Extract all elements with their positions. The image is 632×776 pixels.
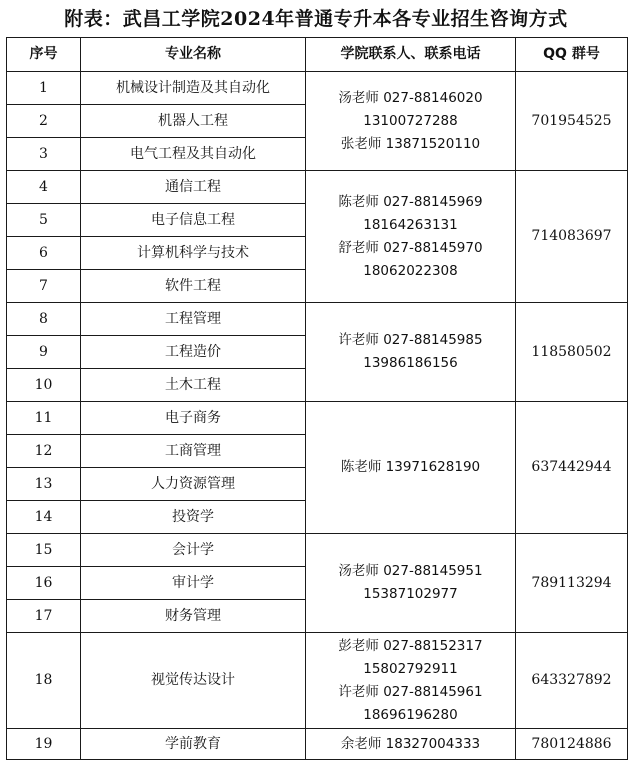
row-major: 人力资源管理 — [81, 468, 306, 501]
contact-line: 13100727288 — [363, 112, 458, 129]
contact-line: 15802792911 — [363, 660, 458, 677]
row-index: 9 — [7, 336, 81, 369]
row-index: 18 — [7, 633, 81, 729]
row-index: 19 — [7, 729, 81, 760]
contact-line: 许老师 027-88145985 — [338, 332, 483, 348]
row-major: 电子信息工程 — [81, 204, 306, 237]
row-major: 学前教育 — [81, 729, 306, 760]
row-index: 1 — [7, 72, 81, 105]
row-major: 审计学 — [81, 567, 306, 600]
contact-line: 13986186156 — [363, 355, 458, 371]
row-index: 17 — [7, 600, 81, 633]
table-row — [7, 171, 628, 204]
qq-group-number: 643327892 — [516, 633, 628, 729]
contact-line: 许老师 027-88145961 — [338, 683, 483, 700]
contact-cell — [306, 534, 516, 633]
qq-group-number: 701954525 — [516, 72, 628, 171]
qq-group-number: 637442944 — [516, 402, 628, 534]
qq-group-number: 780124886 — [516, 729, 628, 760]
row-index: 10 — [7, 369, 81, 402]
row-major: 视觉传达设计 — [81, 633, 306, 729]
row-major: 工程管理 — [81, 303, 306, 336]
row-major: 通信工程 — [81, 171, 306, 204]
row-major: 电气工程及其自动化 — [81, 138, 306, 171]
row-index: 16 — [7, 567, 81, 600]
row-index: 11 — [7, 402, 81, 435]
header-contact: 学院联系人、联系电话 — [306, 38, 516, 72]
row-index: 7 — [7, 270, 81, 303]
row-major: 机器人工程 — [81, 105, 306, 138]
row-index: 12 — [7, 435, 81, 468]
contact-cell — [306, 729, 516, 760]
contact-line: 汤老师 027-88146020 — [338, 89, 483, 106]
qq-group-number: 118580502 — [516, 303, 628, 402]
contact-line: 舒老师 027-88145970 — [338, 239, 483, 256]
header-major: 专业名称 — [81, 38, 306, 72]
table-header-row — [7, 38, 628, 72]
row-major: 电子商务 — [81, 402, 306, 435]
table-row — [7, 729, 628, 760]
contact-cell — [306, 402, 516, 534]
table-row — [7, 534, 628, 567]
contact-line: 18062022308 — [363, 262, 458, 279]
contact-cell — [306, 72, 516, 171]
contact-cell — [306, 171, 516, 303]
table-row — [7, 402, 628, 435]
contact-cell — [306, 303, 516, 402]
document-title: 附表：武昌工学院2024年普通专升本各专业招生咨询方式 — [64, 8, 568, 30]
row-index: 4 — [7, 171, 81, 204]
row-major: 机械设计制造及其自动化 — [81, 72, 306, 105]
row-index: 5 — [7, 204, 81, 237]
row-major: 财务管理 — [81, 600, 306, 633]
header-qq: QQ 群号 — [516, 38, 628, 72]
contact-line: 15387102977 — [363, 586, 458, 602]
row-index: 8 — [7, 303, 81, 336]
contact-line: 余老师 18327004333 — [340, 735, 481, 752]
contact-line: 汤老师 027-88145951 — [338, 563, 483, 579]
header-index: 序号 — [7, 38, 81, 72]
row-index: 3 — [7, 138, 81, 171]
row-major: 工商管理 — [81, 435, 306, 468]
row-major: 软件工程 — [81, 270, 306, 303]
row-major: 会计学 — [81, 534, 306, 567]
row-major: 投资学 — [81, 501, 306, 534]
contact-line: 彭老师 027-88152317 — [338, 637, 483, 654]
row-major: 土木工程 — [81, 369, 306, 402]
contact-line: 陈老师 13971628190 — [340, 459, 481, 475]
row-major: 计算机科学与技术 — [81, 237, 306, 270]
row-index: 14 — [7, 501, 81, 534]
contact-line: 18696196280 — [363, 706, 458, 723]
qq-group-number: 789113294 — [516, 534, 628, 633]
qq-group-number: 714083697 — [516, 171, 628, 303]
table-row — [7, 72, 628, 105]
row-index: 6 — [7, 237, 81, 270]
table-row — [7, 633, 628, 729]
row-index: 15 — [7, 534, 81, 567]
contact-line: 张老师 13871520110 — [340, 135, 481, 152]
contact-cell — [306, 633, 516, 729]
row-major: 工程造价 — [81, 336, 306, 369]
admissions-contact-table — [6, 37, 628, 760]
contact-line: 18164263131 — [363, 216, 458, 233]
row-index: 2 — [7, 105, 81, 138]
contact-line: 陈老师 027-88145969 — [338, 193, 483, 210]
table-row — [7, 303, 628, 336]
row-index: 13 — [7, 468, 81, 501]
